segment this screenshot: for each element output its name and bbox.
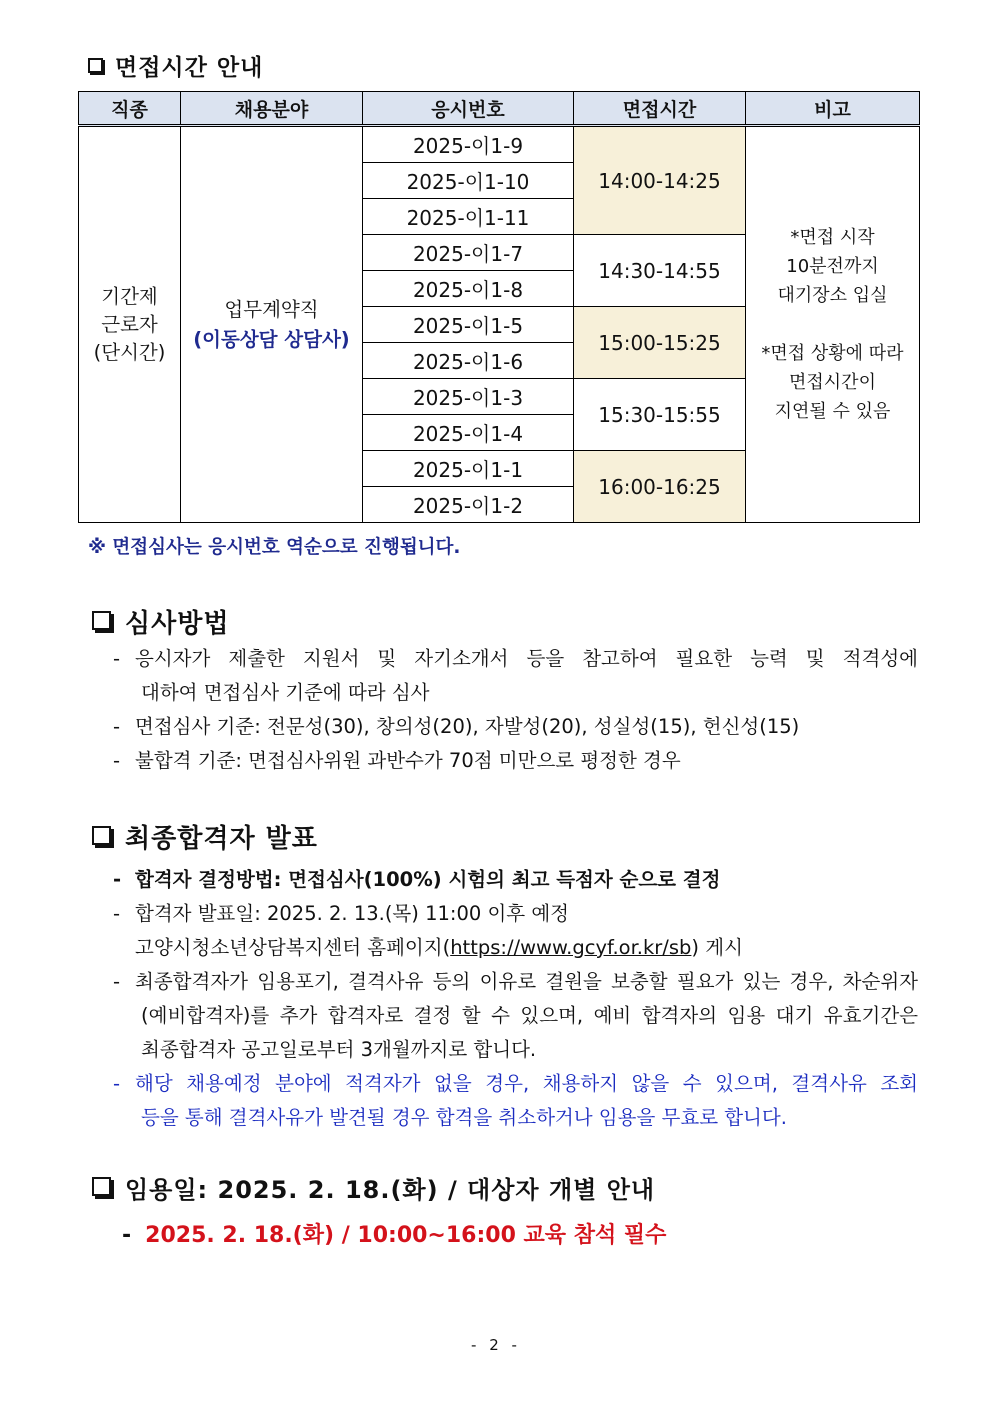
job-type-line: 근로자 [101,312,158,336]
page-number: - 2 - [471,1336,521,1354]
applicant-number: 2025-이1-6 [363,343,574,379]
checkbox-bullet-icon [92,1177,111,1196]
time-slot: 14:30-14:55 [574,235,746,307]
checkbox-bullet-icon [88,58,103,73]
homepage-link[interactable]: https://www.gcyf.or.kr/sb [450,936,692,959]
applicant-number: 2025-이1-4 [363,415,574,451]
list-item: - 최종합격자가 임용포기, 결격사유 등의 이유로 결원을 보충할 필요가 있는 경우, 차순위자 (예비합격자)를 추가 합격자로 결정 할 수 있으며, 예비 합격자의 임용 대기 유효기간은 최종합격자 공고일로부터 3개월까지로 합니다. [113,965,918,1067]
note-line: 대기장소 입실 [777,285,888,306]
section-title-appointment: 임용일: 2025. 2. 18.(화) / 대상자 개별 안내 [92,1170,655,1205]
interview-schedule-table [78,91,920,523]
list-item-text: 합격자 결정방법: 면접심사(100%) 시험의 최고 득점자 순으로 결정 [135,868,721,891]
note-line: 10분전까지 [786,256,879,277]
list-item-text: 해당 채용예정 분야에 적격자가 없을 경우, 채용하지 않을 수 있으며, 결격사유 조회 [135,1072,918,1095]
job-type-line: (단시간) [93,340,166,364]
list-item-text: 합격자 발표일: 2025. 2. 13.(목) 11:00 이후 예정 [135,902,570,925]
section-title-final: 최종합격자 발표 [92,818,318,855]
list-item-text: 등을 통해 결격사유가 발견될 경우 합격을 취소하거나 임용을 무효로 합니다. [141,1106,787,1129]
header-field: 채용분야 [181,92,363,126]
applicant-number: 2025-이1-8 [363,271,574,307]
header-note: 비고 [746,92,920,126]
applicant-number: 2025-이1-9 [363,126,574,163]
header-number: 응시번호 [363,92,574,126]
section-title-interview: 면접시간 안내 [88,49,263,82]
list-item-text: 최종합격자 공고일로부터 3개월까지로 합니다. [141,1038,537,1061]
header-time: 면접시간 [574,92,746,126]
time-slot: 14:00-14:25 [574,126,746,235]
header-job-type: 직종 [79,92,181,126]
note-line: 면접시간이 [789,372,876,393]
note-line: *면접 시작 [790,227,875,248]
section-title-method: 심사방법 [92,603,229,640]
list-item-text: 고양시청소년상담복지센터 홈페이지(https://www.gcyf.or.kr/sb) 게시 [135,936,743,959]
field-cell [181,126,363,523]
job-type-cell [79,126,181,523]
list-item: - 합격자 결정방법: 면접심사(100%) 시험의 최고 득점자 순으로 결정 [113,863,918,897]
applicant-number: 2025-이1-3 [363,379,574,415]
note-line: 지연될 수 있음 [774,401,891,422]
list-item: - 불합격 기준: 면접심사위원 과반수가 70점 미만으로 평정한 경우 [113,744,918,778]
table-row [79,126,920,163]
applicant-number: 2025-이1-11 [363,199,574,235]
table-header-row [79,92,920,126]
list-item: - 응시자가 제출한 지원서 및 자기소개서 등을 참고하여 필요한 능력 및 적격성에 대하여 면접심사 기준에 따라 심사 [113,642,918,710]
applicant-number: 2025-이1-2 [363,487,574,523]
applicant-number: 2025-이1-10 [363,163,574,199]
list-item: - 면접심사 기준: 전문성(30), 창의성(20), 자발성(20), 성실성(15), 헌신성(15) [113,710,918,744]
time-slot: 15:00-15:25 [574,307,746,379]
applicant-number: 2025-이1-5 [363,307,574,343]
job-type-line: 기간제 [101,284,158,308]
list-item-text: 최종합격자가 임용포기, 결격사유 등의 이유로 결원을 보충할 필요가 있는 경우, 차순위자 [135,970,918,993]
field-line-highlight: (이동상담 상담사) [193,327,350,351]
list-item: - 해당 채용예정 분야에 적격자가 없을 경우, 채용하지 않을 수 있으며, 결격사유 조회 등을 통해 결격사유가 발견될 경우 합격을 취소하거나 임용을 무효로 합니다. [113,1067,918,1135]
list-item-text: (예비합격자)를 추가 합격자로 결정 할 수 있으며, 예비 합격자의 임용 대기 유효기간은 [141,1004,918,1027]
list-item-text: 면접심사 기준: 전문성(30), 창의성(20), 자발성(20), 성실성(15), 헌신성(15) [135,715,800,738]
list-item-text: 대하여 면접심사 기준에 따라 심사 [141,681,430,704]
appointment-detail: - 2025. 2. 18.(화) / 10:00~16:00 교육 참석 필수 [122,1223,667,1248]
checkbox-bullet-icon [92,611,111,630]
checkbox-bullet-icon [92,826,111,845]
note-cell [746,126,920,523]
note-line: *면접 상황에 따라 [761,343,904,364]
applicant-number: 2025-이1-7 [363,235,574,271]
field-line: 업무계약직 [224,297,319,321]
appointment-detail-text: 2025. 2. 18.(화) / 10:00~16:00 교육 참석 필수 [145,1223,667,1248]
list-item: - 합격자 발표일: 2025. 2. 13.(목) 11:00 이후 예정 고양시청소년상담복지센터 홈페이지(https://www.gcyf.or.kr/sb) 게시 [113,897,918,965]
list-item-text: 응시자가 제출한 지원서 및 자기소개서 등을 참고하여 필요한 능력 및 적격성에 [135,647,918,670]
time-slot: 15:30-15:55 [574,379,746,451]
order-remark: ※ 면접심사는 응시번호 역순으로 진행됩니다. [88,537,461,558]
list-item-text: 불합격 기준: 면접심사위원 과반수가 70점 미만으로 평정한 경우 [135,749,681,772]
time-slot: 16:00-16:25 [574,451,746,523]
applicant-number: 2025-이1-1 [363,451,574,487]
